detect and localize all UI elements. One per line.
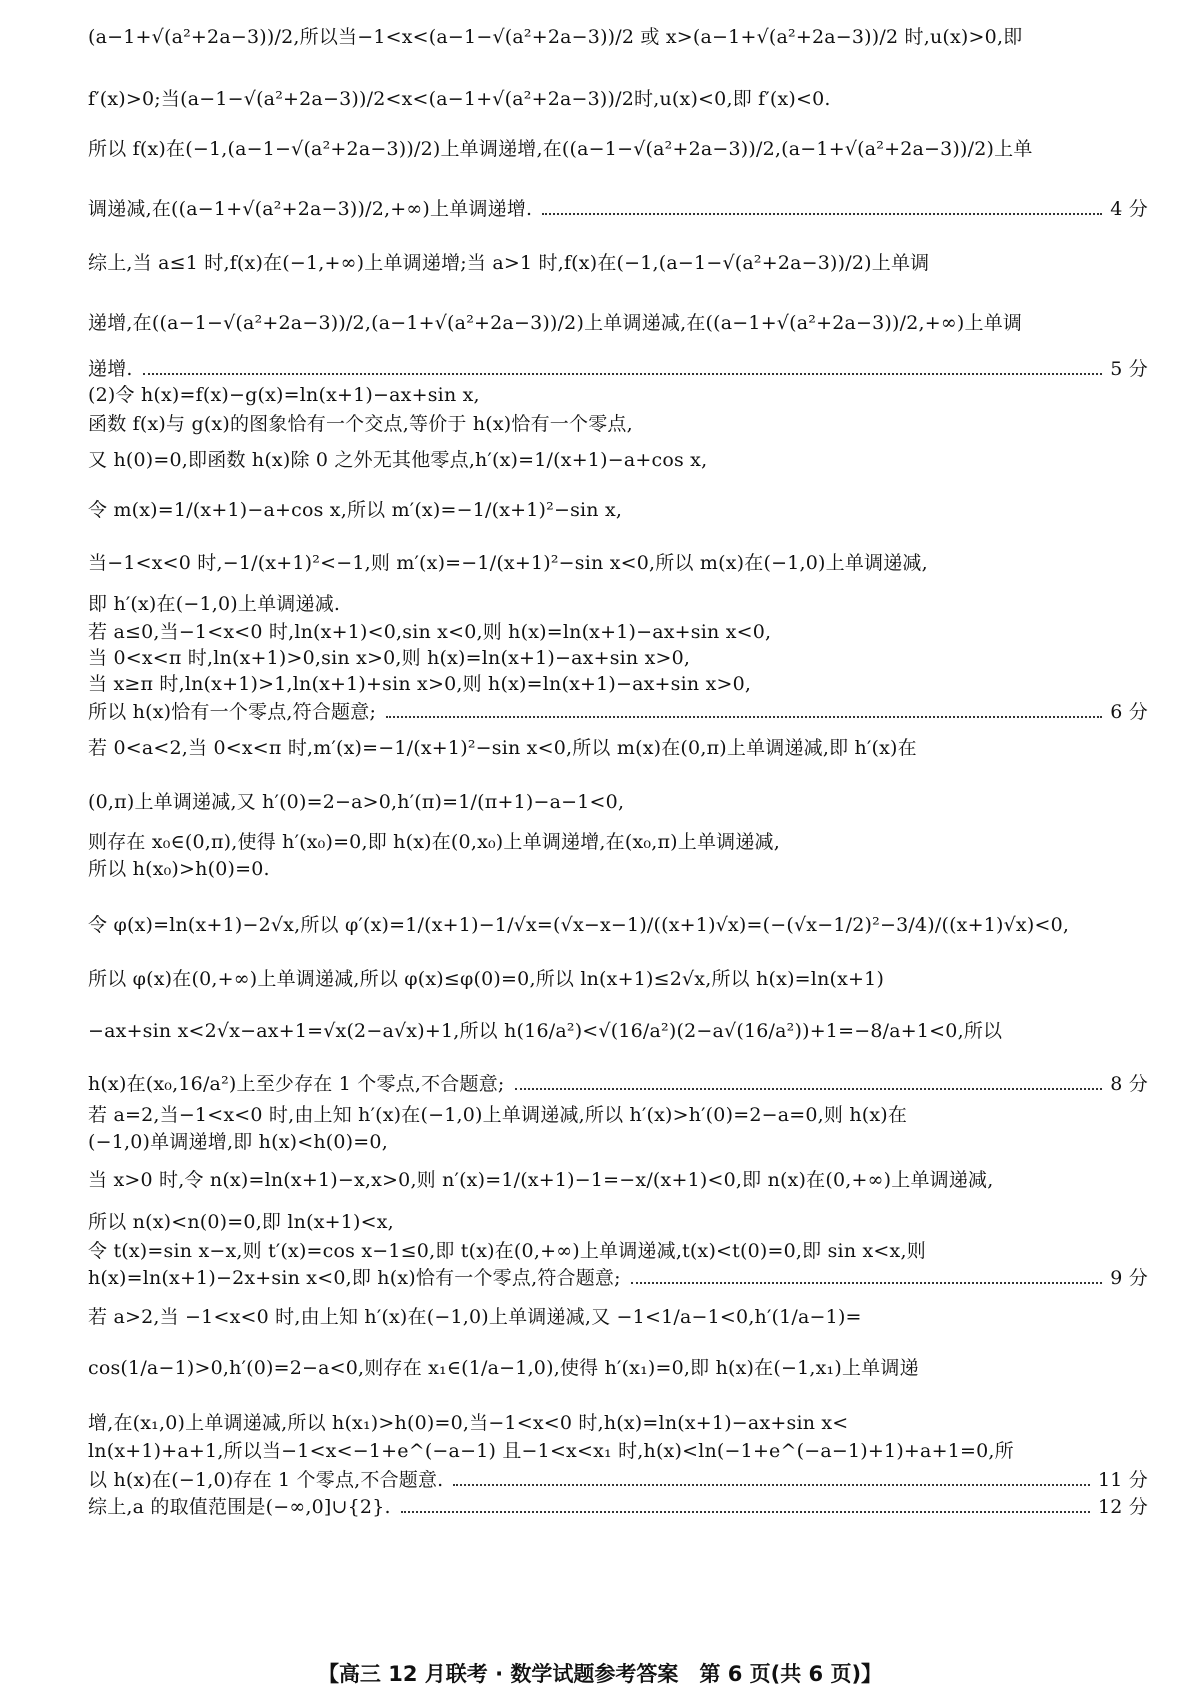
- text-line: [88, 699, 1148, 725]
- text-line: 递增,在((a−1−√(a²+2a−3))/2,(a−1+√(a²+2a−3))/2)上单调递减,在((a−1+√(a²+2a−3))/2,+∞)上单调: [88, 312, 1023, 334]
- text-line: 当 x>0 时,令 n(x)=ln(x+1)−x,x>0,则 n′(x)=1/(x+1)−1=−x/(x+1)<0,即 n(x)在(0,+∞)上单调递减,: [88, 1169, 994, 1191]
- text-line: 综上,当 a≤1 时,f(x)在(−1,+∞)上单调递增;当 a>1 时,f(x)在(−1,(a−1−√(a²+2a−3))/2)上单调: [88, 252, 930, 274]
- dot-leader: [386, 716, 1102, 718]
- text-line: 当−1<x<0 时,−1/(x+1)²<−1,则 m′(x)=−1/(x+1)²−sin x<0,所以 m(x)在(−1,0)上单调递减,: [88, 552, 928, 574]
- text-line: 则存在 x₀∈(0,π),使得 h′(x₀)=0,即 h(x)在(0,x₀)上单调递增,在(x₀,π)上单调递减,: [88, 831, 780, 853]
- text-line: 函数 f(x)与 g(x)的图象恰有一个交点,等价于 h(x)恰有一个零点,: [88, 413, 633, 435]
- text-line: 即 h′(x)在(−1,0)上单调递减.: [88, 593, 341, 615]
- text-line: 若 a>2,当 −1<x<0 时,由上知 h′(x)在(−1,0)上单调递减,又 −1<1/a−1<0,h′(1/a−1)=: [88, 1306, 862, 1328]
- text-line: (2)令 h(x)=f(x)−g(x)=ln(x+1)−ax+sin x,: [88, 384, 480, 406]
- page-footer: 【高三 12 月联考 · 数学试题参考答案 第 6 页(共 6 页)】: [317, 1662, 883, 1686]
- score-points: 8 分: [1110, 1073, 1148, 1095]
- text-line: [88, 1467, 1148, 1493]
- score-points: 11 分: [1097, 1469, 1148, 1491]
- text-line: [88, 1265, 1148, 1291]
- line-text: 以 h(x)在(−1,0)存在 1 个零点,不合题意.: [88, 1469, 444, 1491]
- dot-leader: [631, 1282, 1103, 1284]
- text-line: 若 a≤0,当−1<x<0 时,ln(x+1)<0,sin x<0,则 h(x)=ln(x+1)−ax+sin x<0,: [88, 621, 772, 643]
- text-line: (a−1+√(a²+2a−3))/2,所以当−1<x<(a−1−√(a²+2a−3))/2 或 x>(a−1+√(a²+2a−3))/2 时,u(x)>0,即: [88, 26, 1023, 48]
- text-line: [88, 196, 1148, 222]
- text-line: [88, 356, 1148, 382]
- text-line: 所以 φ(x)在(0,+∞)上单调递减,所以 φ(x)≤φ(0)=0,所以 ln(x+1)≤2√x,所以 h(x)=ln(x+1): [88, 968, 885, 990]
- text-line: 增,在(x₁,0)上单调递减,所以 h(x₁)>h(0)=0,当−1<x<0 时,h(x)=ln(x+1)−ax+sin x<: [88, 1412, 849, 1434]
- line-text: h(x)=ln(x+1)−2x+sin x<0,即 h(x)恰有一个零点,符合题意;: [88, 1267, 621, 1289]
- text-line: (−1,0)单调递增,即 h(x)<h(0)=0,: [88, 1131, 388, 1153]
- score-points: 4 分: [1110, 198, 1148, 220]
- line-text: h(x)在(x₀,16/a²)上至少存在 1 个零点,不合题意;: [88, 1073, 505, 1095]
- text-line: (0,π)上单调递减,又 h′(0)=2−a>0,h′(π)=1/(π+1)−a−1<0,: [88, 791, 625, 813]
- dot-leader: [143, 373, 1103, 375]
- line-text: 综上,a 的取值范围是(−∞,0]∪{2}.: [88, 1496, 391, 1518]
- text-line: 又 h(0)=0,即函数 h(x)除 0 之外无其他零点,h′(x)=1/(x+1)−a+cos x,: [88, 449, 708, 471]
- text-line: [88, 1494, 1148, 1520]
- text-line: 令 t(x)=sin x−x,则 t′(x)=cos x−1≤0,即 t(x)在(0,+∞)上单调递减,t(x)<t(0)=0,即 sin x<x,则: [88, 1240, 926, 1262]
- text-line: 令 m(x)=1/(x+1)−a+cos x,所以 m′(x)=−1/(x+1)²−sin x,: [88, 499, 623, 521]
- score-points: 9 分: [1110, 1267, 1148, 1289]
- text-line: 若 0<a<2,当 0<x<π 时,m′(x)=−1/(x+1)²−sin x<0,所以 m(x)在(0,π)上单调递减,即 h′(x)在: [88, 737, 917, 759]
- score-points: 12 分: [1097, 1496, 1148, 1518]
- line-text: 递增.: [88, 358, 133, 380]
- text-line: 令 φ(x)=ln(x+1)−2√x,所以 φ′(x)=1/(x+1)−1/√x=(√x−x−1)/((x+1)√x)=(−(√x−1/2)²−3/4)/((x+1)√x)<0,: [88, 914, 1070, 936]
- line-text: 调递减,在((a−1+√(a²+2a−3))/2,+∞)上单调递增.: [88, 198, 533, 220]
- score-points: 6 分: [1110, 701, 1148, 723]
- line-text: 所以 h(x)恰有一个零点,符合题意;: [88, 701, 377, 723]
- text-line: 所以 n(x)<n(0)=0,即 ln(x+1)<x,: [88, 1211, 394, 1233]
- text-line: [88, 1071, 1148, 1097]
- text-line: 所以 f(x)在(−1,(a−1−√(a²+2a−3))/2)上单调递增,在((a−1−√(a²+2a−3))/2,(a−1+√(a²+2a−3))/2)上单: [88, 138, 1033, 160]
- dot-leader: [401, 1511, 1090, 1513]
- text-line: 当 x≥π 时,ln(x+1)>1,ln(x+1)+sin x>0,则 h(x)=ln(x+1)−ax+sin x>0,: [88, 673, 752, 695]
- score-points: 5 分: [1110, 358, 1148, 380]
- dot-leader: [542, 213, 1102, 215]
- text-line: ln(x+1)+a+1,所以当−1<x<−1+e^(−a−1) 且−1<x<x₁ 时,h(x)<ln(−1+e^(−a−1)+1)+a+1=0,所: [88, 1440, 1014, 1462]
- text-line: cos(1/a−1)>0,h′(0)=2−a<0,则存在 x₁∈(1/a−1,0),使得 h′(x₁)=0,即 h(x)在(−1,x₁)上单调递: [88, 1357, 919, 1379]
- dot-leader: [453, 1484, 1090, 1486]
- text-line: 当 0<x<π 时,ln(x+1)>0,sin x>0,则 h(x)=ln(x+1)−ax+sin x>0,: [88, 647, 691, 669]
- dot-leader: [515, 1088, 1103, 1090]
- text-line: f′(x)>0;当(a−1−√(a²+2a−3))/2<x<(a−1+√(a²+2a−3))/2时,u(x)<0,即 f′(x)<0.: [88, 88, 831, 110]
- text-line: 若 a=2,当−1<x<0 时,由上知 h′(x)在(−1,0)上单调递减,所以 h′(x)>h′(0)=2−a=0,则 h(x)在: [88, 1104, 908, 1126]
- text-line: 所以 h(x₀)>h(0)=0.: [88, 858, 270, 880]
- text-line: −ax+sin x<2√x−ax+1=√x(2−a√x)+1,所以 h(16/a²)<√(16/a²)(2−a√(16/a²))+1=−8/a+1<0,所以: [88, 1020, 1003, 1042]
